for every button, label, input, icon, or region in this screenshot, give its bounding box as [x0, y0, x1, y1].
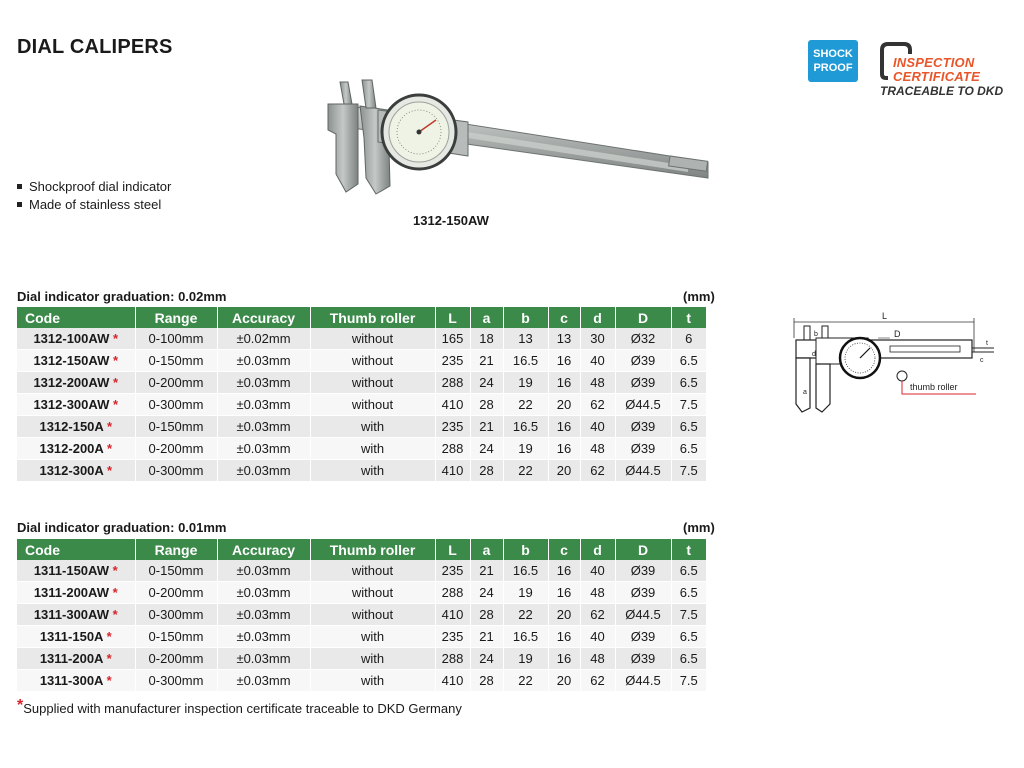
cell-thumb-roller: without: [310, 328, 435, 350]
cell-d: Ø39: [615, 560, 671, 582]
cell-thumb-roller: without: [310, 394, 435, 416]
cell-a: 18: [470, 328, 503, 350]
cell-d: 40: [580, 416, 615, 438]
cell-b: 22: [503, 604, 548, 626]
cell-b: 16.5: [503, 626, 548, 648]
product-code: 1312-150AW: [33, 353, 110, 368]
cell-l: 410: [435, 670, 470, 692]
cell-c: 16: [548, 582, 580, 604]
header-t: t: [671, 539, 706, 560]
header-d: D: [615, 307, 671, 328]
cell-l: 288: [435, 648, 470, 670]
label-a: a: [803, 389, 807, 396]
cell-range: 0-150mm: [135, 560, 217, 582]
cell-b: 22: [503, 460, 548, 482]
certificate-star-icon: *: [112, 375, 119, 390]
cell-b: 22: [503, 670, 548, 692]
cell-accuracy: ±0.03mm: [217, 372, 310, 394]
cell-t: 6.5: [671, 372, 706, 394]
certificate-star-icon: *: [112, 607, 118, 622]
label-L: L: [882, 311, 888, 321]
table-unit-001: (mm): [683, 520, 715, 535]
cell-thumb-roller: with: [310, 648, 435, 670]
product-code: 1311-200AW: [33, 585, 109, 600]
table-row: [17, 350, 706, 372]
cell-d: 62: [580, 670, 615, 692]
product-code: 1312-300A: [39, 463, 104, 478]
header-l: L: [435, 539, 470, 560]
cell-b: 19: [503, 582, 548, 604]
model-caption: 1312-150AW: [413, 213, 489, 228]
cell-a: 24: [470, 582, 503, 604]
footnote-text: Supplied with manufacturer inspection certificate traceable to DKD Germany: [23, 701, 462, 716]
table-row: [17, 670, 706, 692]
cell-thumb-roller: without: [310, 372, 435, 394]
cell-l: 288: [435, 582, 470, 604]
cell-a: 28: [470, 670, 503, 692]
code-cell: [17, 582, 135, 604]
cell-t: 6.5: [671, 648, 706, 670]
cell-accuracy: ±0.03mm: [217, 416, 310, 438]
cell-b: 13: [503, 328, 548, 350]
cell-d: 40: [580, 626, 615, 648]
cell-t: 6.5: [671, 560, 706, 582]
cell-d: 48: [580, 582, 615, 604]
cell-d: 48: [580, 372, 615, 394]
header-thumb-roller: Thumb roller: [310, 307, 435, 328]
table-row: [17, 438, 706, 460]
cell-l: 235: [435, 350, 470, 372]
cell-a: 28: [470, 394, 503, 416]
caliper-dimension-diagram: [790, 308, 996, 418]
cell-a: 28: [470, 604, 503, 626]
code-cell: [17, 328, 135, 350]
cell-d: Ø39: [615, 626, 671, 648]
certificate-star-icon: *: [106, 651, 112, 666]
cell-c: 16: [548, 560, 580, 582]
cell-l: 235: [435, 416, 470, 438]
table-unit-002: (mm): [683, 289, 715, 304]
cell-range: 0-300mm: [135, 394, 217, 416]
cell-t: 6.5: [671, 416, 706, 438]
cell-b: 16.5: [503, 350, 548, 372]
code-cell: [17, 560, 135, 582]
cert-line-2: CERTIFICATE: [893, 69, 980, 84]
spec-table-002: [17, 307, 706, 482]
cell-c: 16: [548, 648, 580, 670]
bullet-icon: [17, 184, 22, 189]
cell-c: 16: [548, 626, 580, 648]
cell-d: Ø39: [615, 350, 671, 372]
cell-accuracy: ±0.03mm: [217, 438, 310, 460]
label-b: b: [814, 331, 818, 338]
cell-c: 16: [548, 372, 580, 394]
code-cell: [17, 670, 135, 692]
cell-thumb-roller: with: [310, 460, 435, 482]
header-accuracy: Accuracy: [217, 307, 310, 328]
cell-c: 20: [548, 670, 580, 692]
cell-range: 0-200mm: [135, 648, 217, 670]
cell-c: 13: [548, 328, 580, 350]
cell-c: 16: [548, 438, 580, 460]
cell-accuracy: ±0.03mm: [217, 460, 310, 482]
cell-l: 235: [435, 560, 470, 582]
table-row: [17, 394, 706, 416]
code-cell: [17, 394, 135, 416]
cell-d: Ø39: [615, 648, 671, 670]
header-d: d: [580, 307, 615, 328]
product-code: 1311-200A: [39, 651, 103, 666]
cell-t: 6.5: [671, 350, 706, 372]
cell-thumb-roller: without: [310, 560, 435, 582]
cell-t: 7.5: [671, 670, 706, 692]
header-c: c: [548, 307, 580, 328]
cell-accuracy: ±0.03mm: [217, 582, 310, 604]
product-code: 1312-200A: [39, 441, 104, 456]
cell-d: 40: [580, 350, 615, 372]
cell-range: 0-150mm: [135, 350, 217, 372]
cell-l: 410: [435, 460, 470, 482]
cell-accuracy: ±0.03mm: [217, 394, 310, 416]
cell-a: 24: [470, 648, 503, 670]
cell-range: 0-150mm: [135, 416, 217, 438]
cell-range: 0-200mm: [135, 438, 217, 460]
cell-d: Ø44.5: [615, 394, 671, 416]
cell-range: 0-300mm: [135, 460, 217, 482]
footnote-star: *: [17, 697, 24, 714]
code-cell: [17, 350, 135, 372]
feature-item: Made of stainless steel: [17, 196, 161, 214]
cell-a: 21: [470, 416, 503, 438]
cell-thumb-roller: without: [310, 582, 435, 604]
header-d: D: [615, 539, 671, 560]
cell-range: 0-300mm: [135, 604, 217, 626]
feature-item: Shockproof dial indicator: [17, 178, 171, 196]
product-code: 1311-150A: [39, 629, 103, 644]
certificate-star-icon: *: [106, 629, 112, 644]
cell-d: Ø44.5: [615, 604, 671, 626]
cell-b: 22: [503, 394, 548, 416]
header-a: a: [470, 539, 503, 560]
table-row: [17, 372, 706, 394]
cell-t: 6: [671, 328, 706, 350]
cell-thumb-roller: with: [310, 416, 435, 438]
cell-accuracy: ±0.03mm: [217, 670, 310, 692]
certificate-star-icon: *: [112, 585, 118, 600]
table-row: [17, 416, 706, 438]
header-range: Range: [135, 307, 217, 328]
cell-c: 20: [548, 460, 580, 482]
cell-c: 20: [548, 604, 580, 626]
header-accuracy: Accuracy: [217, 539, 310, 560]
header-thumb-roller: Thumb roller: [310, 539, 435, 560]
certificate-star-icon: *: [112, 563, 118, 578]
table-row: [17, 604, 706, 626]
cell-d: 48: [580, 438, 615, 460]
table-row: [17, 582, 706, 604]
certificate-star-icon: *: [112, 353, 119, 368]
certificate-star-icon: *: [112, 397, 119, 412]
cell-l: 288: [435, 372, 470, 394]
page-title: DIAL CALIPERS: [17, 36, 173, 58]
product-code: 1312-150A: [39, 419, 104, 434]
header-range: Range: [135, 539, 217, 560]
cell-t: 6.5: [671, 582, 706, 604]
cell-l: 288: [435, 438, 470, 460]
cell-d: Ø39: [615, 582, 671, 604]
cell-t: 6.5: [671, 438, 706, 460]
cell-b: 19: [503, 438, 548, 460]
cell-b: 19: [503, 372, 548, 394]
cell-thumb-roller: without: [310, 604, 435, 626]
cell-accuracy: ±0.03mm: [217, 604, 310, 626]
dial-caliper-photo: [318, 74, 710, 200]
spec-table-001: [17, 539, 706, 692]
cell-a: 21: [470, 626, 503, 648]
label-D: D: [894, 329, 901, 339]
cell-t: 7.5: [671, 460, 706, 482]
cert-line-1: INSPECTION: [893, 55, 975, 70]
certificate-star-icon: *: [106, 419, 113, 434]
cell-range: 0-200mm: [135, 582, 217, 604]
cell-d: Ø44.5: [615, 460, 671, 482]
certificate-star-icon: *: [112, 331, 119, 346]
header-a: a: [470, 307, 503, 328]
table-row: [17, 328, 706, 350]
product-code: 1311-300AW: [33, 607, 109, 622]
cell-d: 62: [580, 394, 615, 416]
cert-line-3: TRACEABLE TO DKD: [880, 84, 1004, 98]
certificate-star-icon: *: [106, 673, 112, 688]
cell-c: 16: [548, 416, 580, 438]
cell-c: 16: [548, 350, 580, 372]
cell-thumb-roller: with: [310, 626, 435, 648]
cell-t: 7.5: [671, 394, 706, 416]
table-row: [17, 460, 706, 482]
cell-d: Ø39: [615, 416, 671, 438]
cell-accuracy: ±0.03mm: [217, 350, 310, 372]
label-c: c: [980, 357, 984, 364]
cell-d: 48: [580, 648, 615, 670]
label-t: t: [986, 340, 988, 347]
code-cell: [17, 416, 135, 438]
cell-d: Ø39: [615, 438, 671, 460]
cell-b: 16.5: [503, 560, 548, 582]
cell-accuracy: ±0.02mm: [217, 328, 310, 350]
code-cell: [17, 438, 135, 460]
cell-t: 7.5: [671, 604, 706, 626]
cell-range: 0-150mm: [135, 626, 217, 648]
product-code: 1312-300AW: [33, 397, 110, 412]
code-cell: [17, 626, 135, 648]
cell-accuracy: ±0.03mm: [217, 626, 310, 648]
cell-d: 30: [580, 328, 615, 350]
cell-thumb-roller: with: [310, 670, 435, 692]
cell-l: 165: [435, 328, 470, 350]
table-title-001: Dial indicator graduation: 0.01mm: [17, 520, 227, 535]
header-code: Code: [17, 307, 135, 328]
code-cell: [17, 372, 135, 394]
cell-d: 40: [580, 560, 615, 582]
table-row: [17, 560, 706, 582]
product-code: 1312-100AW: [33, 331, 110, 346]
header-b: b: [503, 539, 548, 560]
cell-accuracy: ±0.03mm: [217, 648, 310, 670]
cell-range: 0-200mm: [135, 372, 217, 394]
table-row: [17, 626, 706, 648]
header-d: d: [580, 539, 615, 560]
header-code: Code: [17, 539, 135, 560]
shockproof-badge: SHOCK PROOF: [808, 40, 858, 82]
cell-d: 62: [580, 604, 615, 626]
cell-d: Ø39: [615, 372, 671, 394]
cell-range: 0-100mm: [135, 328, 217, 350]
table-row: [17, 648, 706, 670]
label-d: d: [812, 351, 816, 358]
cell-a: 21: [470, 560, 503, 582]
footnote: [17, 697, 462, 718]
header-t: t: [671, 307, 706, 328]
cell-thumb-roller: without: [310, 350, 435, 372]
cell-a: 24: [470, 372, 503, 394]
cell-thumb-roller: with: [310, 438, 435, 460]
cell-c: 20: [548, 394, 580, 416]
certificate-star-icon: *: [106, 463, 113, 478]
cell-b: 19: [503, 648, 548, 670]
cell-d: 62: [580, 460, 615, 482]
cell-a: 28: [470, 460, 503, 482]
cell-a: 21: [470, 350, 503, 372]
header-l: L: [435, 307, 470, 328]
bullet-icon: [17, 202, 22, 207]
certificate-star-icon: *: [106, 441, 113, 456]
code-cell: [17, 460, 135, 482]
thumb-roller-label: thumb roller: [910, 382, 958, 392]
cell-l: 235: [435, 626, 470, 648]
cell-d: Ø44.5: [615, 670, 671, 692]
cell-l: 410: [435, 604, 470, 626]
product-code: 1311-300A: [39, 673, 103, 688]
header-c: c: [548, 539, 580, 560]
table-title-002: Dial indicator graduation: 0.02mm: [17, 289, 227, 304]
cell-b: 16.5: [503, 416, 548, 438]
cell-l: 410: [435, 394, 470, 416]
cell-accuracy: ±0.03mm: [217, 560, 310, 582]
code-cell: [17, 648, 135, 670]
cell-d: Ø32: [615, 328, 671, 350]
product-code: 1311-150AW: [33, 563, 109, 578]
cell-a: 24: [470, 438, 503, 460]
cell-t: 6.5: [671, 626, 706, 648]
code-cell: [17, 604, 135, 626]
cell-range: 0-300mm: [135, 670, 217, 692]
header-b: b: [503, 307, 548, 328]
product-code: 1312-200AW: [33, 375, 110, 390]
